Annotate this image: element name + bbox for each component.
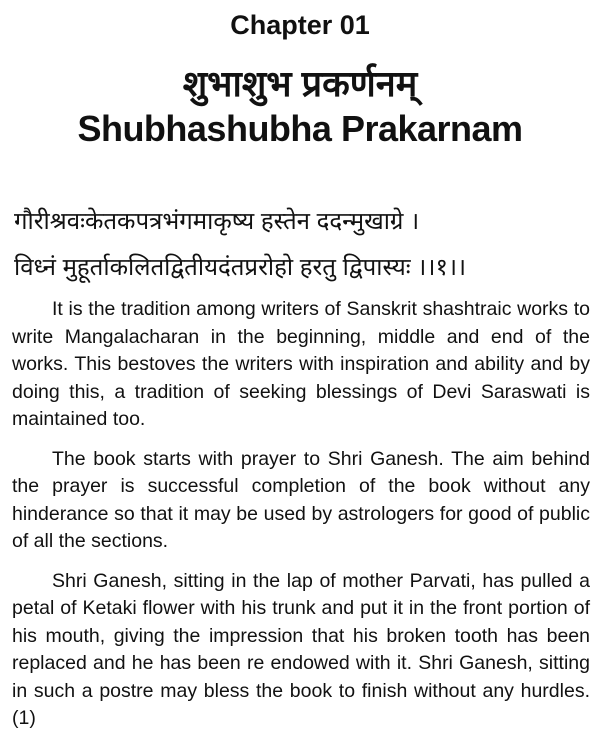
verse-line-2: विध्नं मुहूर्ताकलितद्वितीयदंतप्ररोहो हरतु द्विपास्यः ।।१।। xyxy=(14,254,467,281)
paragraph: The book starts with prayer to Shri Ganesh. The aim behind the prayer is successful completion of the book without any hinderance so that it may be used by astrologers for good of public of all the sections. xyxy=(12,447,590,552)
sanskrit-title: शुभाशुभ प्रकर्णनम् xyxy=(182,63,418,104)
paragraph: It is the tradition among writers of Sanskrit shashtraic works to write Mangalacharan in the beginning, middle and end of the works. This bestoves the writers with inspiration and ability and by doing this, a tradition of seeking blessings of Devi Saraswati is maintained too. xyxy=(12,298,590,430)
paragraph: Shri Ganesh, sitting in the lap of mother Parvati, has pulled a petal of Ketaki flower with his trunk and put it in the front portion of his mouth, giving the impression that his broken tooth has been replaced and he has been re endowed with it. Shri Ganesh, sitting in such a postre may bless the book to finish without any hurdles. (1) xyxy=(12,569,590,729)
chapter-heading: Chapter 01 xyxy=(230,10,370,40)
body-text xyxy=(12,296,590,745)
verse-line-1: गौरीश्रवःकेतकपत्रभंगमाकृष्य हस्तेन ददन्मुखाग्रे । xyxy=(14,208,420,235)
english-title: Shubhashubha Prakarnam xyxy=(77,108,523,149)
